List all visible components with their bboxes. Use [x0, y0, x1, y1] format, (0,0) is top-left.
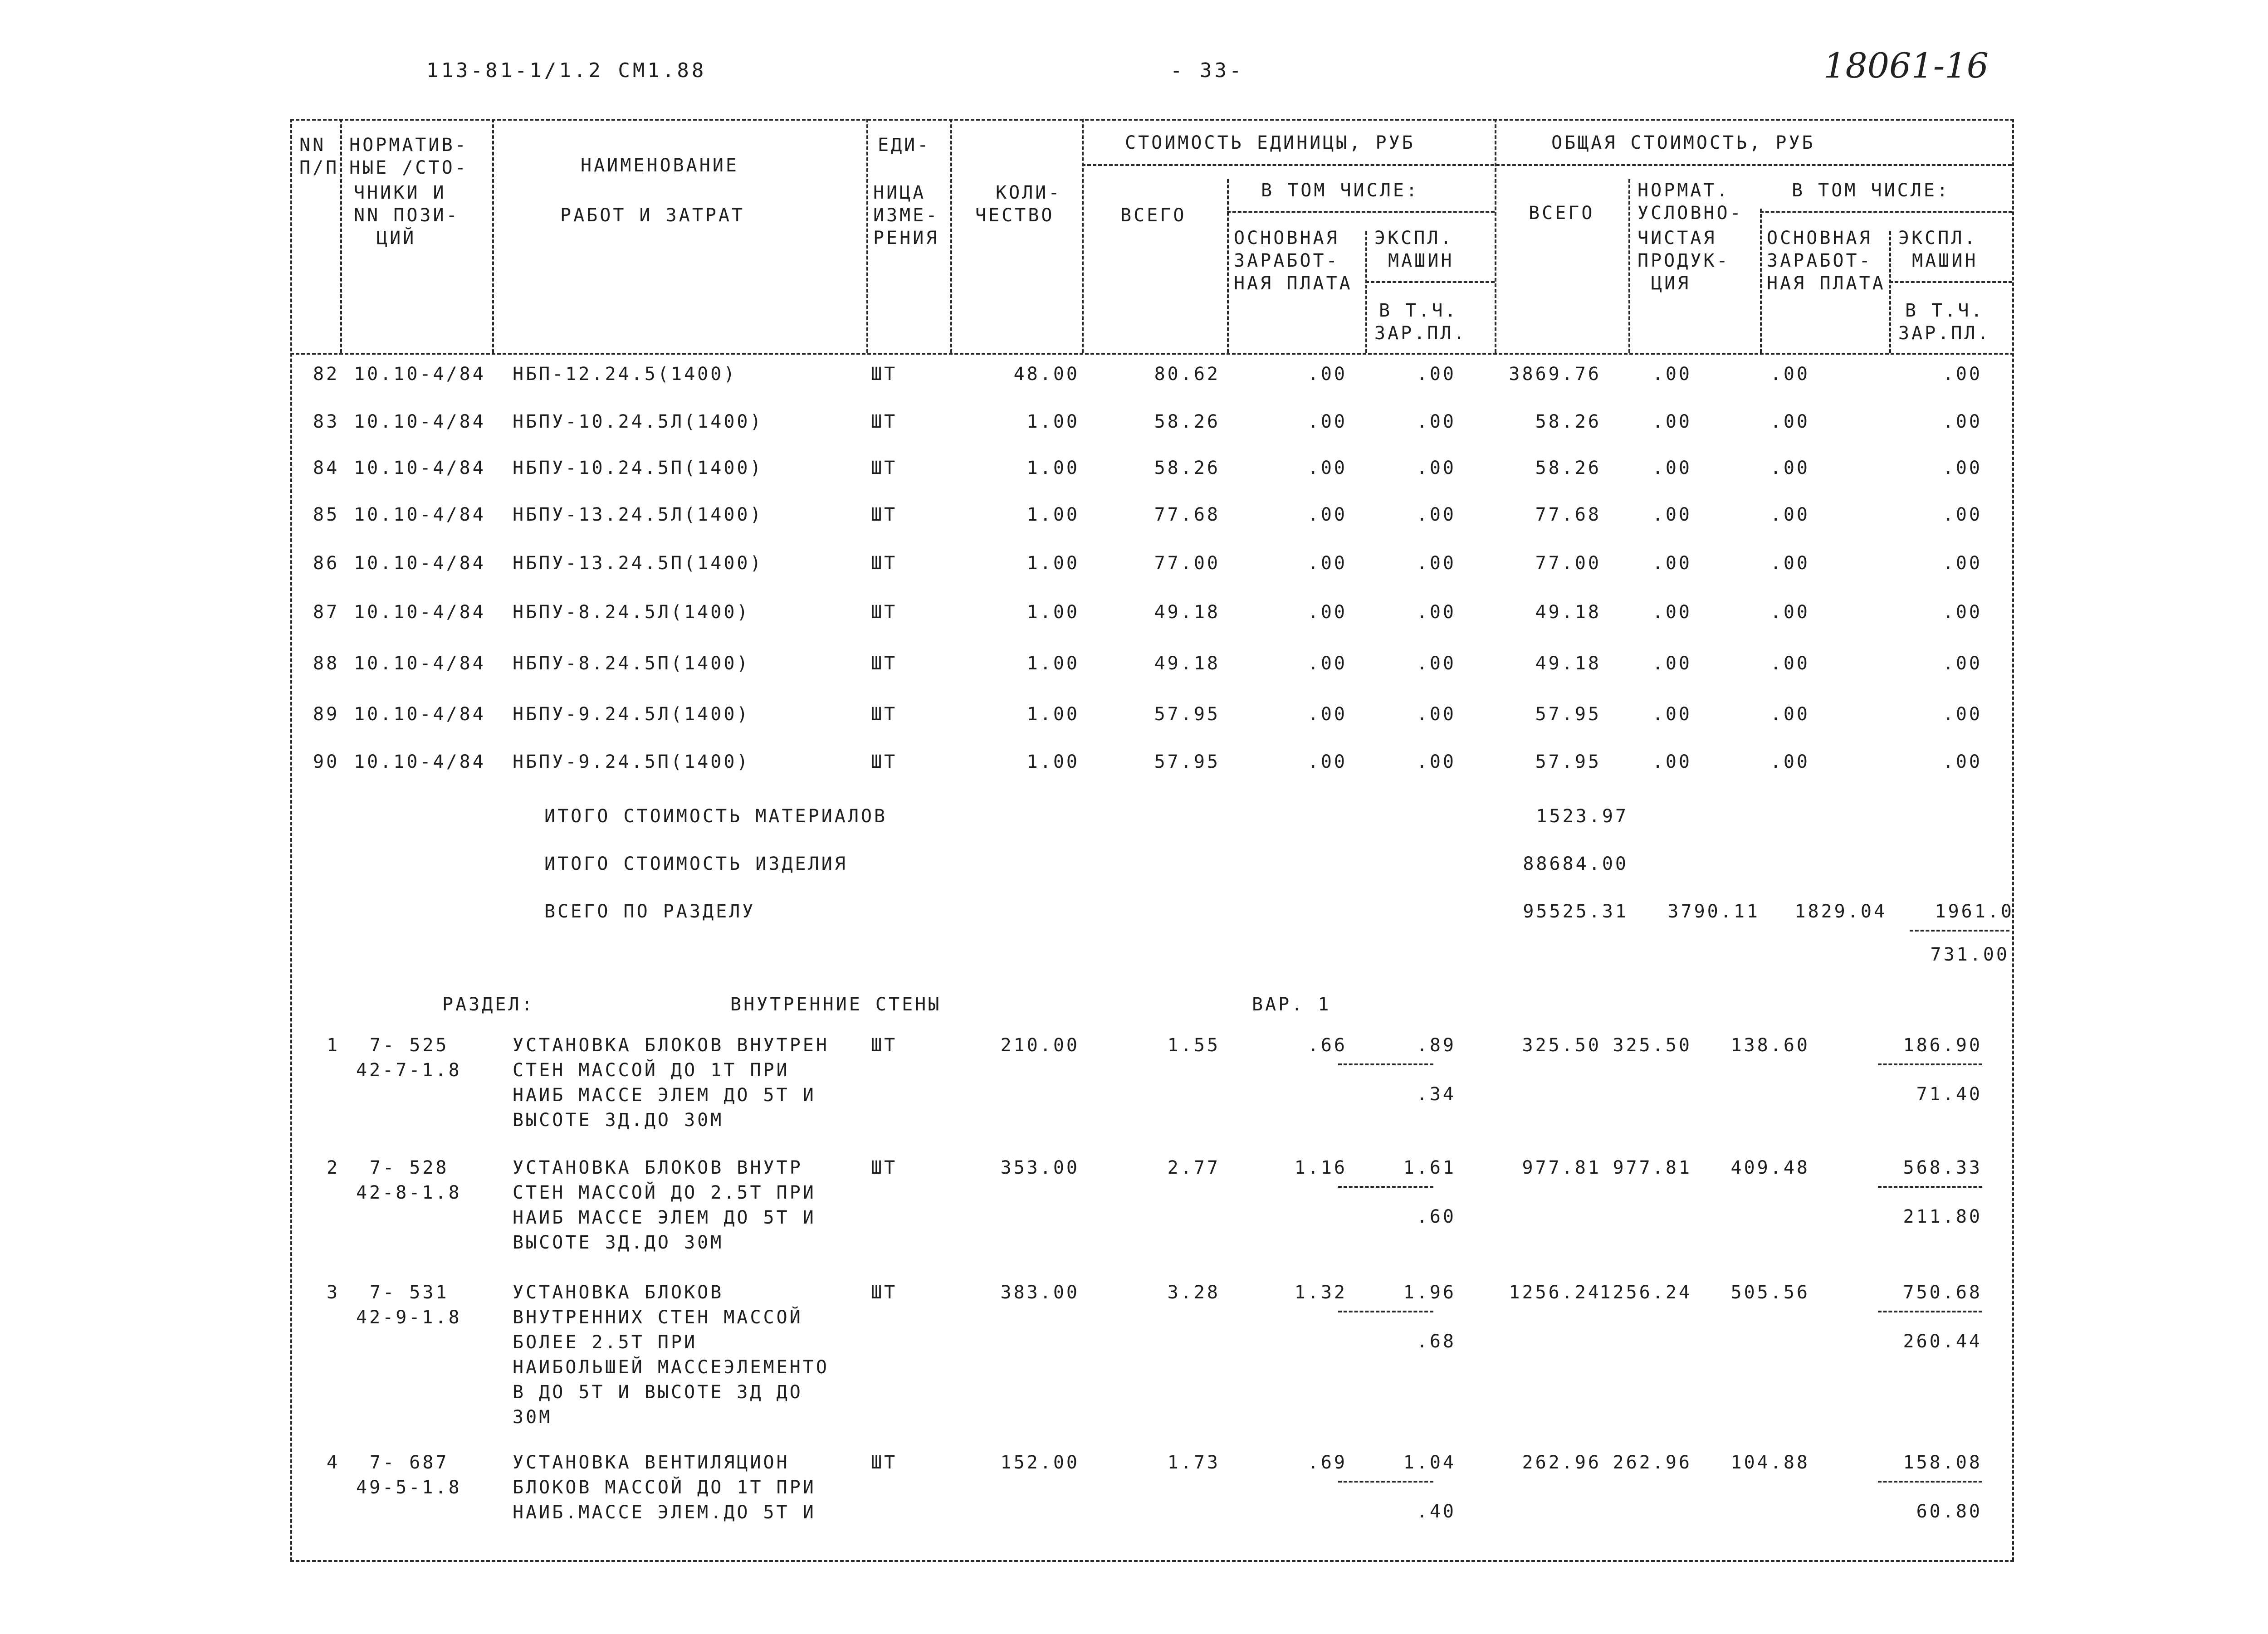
row-name: НБП-12.24.5(1400): [513, 364, 737, 385]
row-name: НБПУ-8.24.5Л(1400): [513, 602, 750, 623]
row-norm-code: 10.10-4/84: [354, 704, 486, 725]
item-total-eksp: 750.68: [1903, 1282, 1982, 1303]
item-unit-cost-vtch: .60: [1416, 1206, 1456, 1227]
row-number: 89: [313, 704, 340, 725]
item-unit-cost-vtch: .34: [1416, 1084, 1456, 1105]
row-unit-cost: 80.62: [1154, 364, 1220, 385]
row-name: НБПУ-13.24.5Л(1400): [513, 504, 763, 525]
item-total-vtch: 260.44: [1903, 1331, 1982, 1352]
header-osn: НАЯ ПЛАТА: [1234, 273, 1353, 294]
item-unit-cost-vtch: .68: [1416, 1331, 1456, 1352]
header-norm: НЫЕ /СТО-: [349, 157, 468, 178]
item-total-osn: 505.56: [1730, 1282, 1810, 1303]
header-osn: ОСНОВНАЯ: [1234, 228, 1339, 249]
col-divider: [1495, 119, 1496, 353]
item-unit-cost: 1.73: [1167, 1452, 1220, 1473]
item-total-vtch: 60.80: [1916, 1501, 1982, 1522]
item-code: 7- 528: [370, 1157, 449, 1178]
item-total-eksp: 186.90: [1903, 1035, 1982, 1056]
row-total-norm: .00: [1652, 364, 1692, 385]
row-unit-cost-osn: .00: [1307, 364, 1347, 385]
col-divider: [1889, 231, 1891, 353]
item-name-line: ВЫСОТЕ ЗД.ДО 30М: [513, 1232, 724, 1253]
header-vtch2: В Т.Ч.: [1905, 300, 1984, 321]
row-total-cost: 58.26: [1535, 458, 1601, 478]
header-vtch: В Т.Ч.: [1379, 300, 1458, 321]
item-unit-cost-osn: 1.32: [1294, 1282, 1347, 1303]
row-norm-code: 10.10-4/84: [354, 364, 486, 385]
item-unit-cost-eksp: 1.96: [1403, 1282, 1456, 1303]
item-name-line: В ДО 5Т И ВЫСОТЕ ЗД ДО: [513, 1382, 803, 1403]
row-unit: ШТ: [871, 411, 898, 432]
item-unit-cost: 1.55: [1167, 1035, 1220, 1056]
header-osn: ЗАРАБОТ-: [1234, 250, 1339, 271]
item-unit: ШТ: [871, 1282, 898, 1303]
item-total-vtch: 211.80: [1903, 1206, 1982, 1227]
item-separator: [1878, 1311, 1982, 1312]
row-unit-cost: 58.26: [1154, 411, 1220, 432]
row-total-norm: .00: [1652, 411, 1692, 432]
total-product-label: ИТОГО СТОИМОСТЬ ИЗДЕЛИЯ: [544, 854, 848, 874]
item-name-line: НАИБ.МАССЕ ЭЛЕМ.ДО 5Т И: [513, 1502, 816, 1523]
item-total-osn: 409.48: [1730, 1157, 1810, 1178]
header-unit-cost: СТОИМОСТЬ ЕДИНИЦЫ, РУБ: [1125, 132, 1415, 153]
item-separator: [1338, 1311, 1433, 1312]
document-code: 113-81-1/1.2 СМ1.88: [426, 59, 707, 82]
row-total-osn: .00: [1770, 364, 1810, 385]
row-total-cost: 49.18: [1535, 653, 1601, 674]
header-qty: ЧЕСТВО: [975, 205, 1055, 226]
item-name-line: ВЫСОТЕ ЗД.ДО 30М: [513, 1110, 724, 1131]
item-name-line: УСТАНОВКА ВЕНТИЛЯЦИОН: [513, 1452, 790, 1473]
header-total-cost: ОБЩАЯ СТОИМОСТЬ, РУБ: [1551, 132, 1815, 153]
row-unit-cost-osn: .00: [1307, 458, 1347, 478]
section-name: ВНУТРЕННИЕ СТЕНЫ: [730, 994, 942, 1015]
item-unit-cost-vtch: .40: [1416, 1501, 1456, 1522]
row-number: 83: [313, 411, 340, 432]
header-bottom-border: [290, 353, 2014, 355]
header-osn2: ОСНОВНАЯ: [1767, 228, 1872, 249]
row-unit: ШТ: [871, 364, 898, 385]
row-total-cost: 58.26: [1535, 411, 1601, 432]
item-code-ref: 42-7-1.8: [356, 1060, 462, 1081]
row-total-cost: 57.95: [1535, 704, 1601, 725]
row-total-cost: 77.00: [1535, 553, 1601, 574]
section-total-osn: 1829.04: [1794, 901, 1887, 922]
item-unit: ШТ: [871, 1452, 898, 1473]
header-osn2: ЗАРАБОТ-: [1767, 250, 1872, 271]
item-quantity: 353.00: [1000, 1157, 1080, 1178]
item-name-line: УСТАНОВКА БЛОКОВ: [513, 1282, 724, 1303]
item-name-line: СТЕН МАССОЙ ДО 1Т ПРИ: [513, 1060, 790, 1081]
row-name: НБПУ-10.24.5Л(1400): [513, 411, 763, 432]
row-unit: ШТ: [871, 751, 898, 772]
header-osn2: НАЯ ПЛАТА: [1767, 273, 1886, 294]
row-number: 90: [313, 751, 340, 772]
item-unit-cost: 3.28: [1167, 1282, 1220, 1303]
item-code-ref: 42-8-1.8: [356, 1182, 462, 1203]
header-line: [1227, 211, 1495, 213]
row-unit-cost: 77.68: [1154, 504, 1220, 525]
row-unit-cost-eksp: .00: [1416, 411, 1456, 432]
row-number: 86: [313, 553, 340, 574]
total-materials-label: ИТОГО СТОИМОСТЬ МАТЕРИАЛОВ: [544, 806, 888, 827]
row-norm-code: 10.10-4/84: [354, 602, 486, 623]
header-line: [1760, 211, 2012, 213]
row-name: НБПУ-9.24.5Л(1400): [513, 704, 750, 725]
row-unit-cost-osn: .00: [1307, 411, 1347, 432]
row-unit-cost-osn: .00: [1307, 602, 1347, 623]
col-divider: [1227, 179, 1229, 353]
item-separator: [1338, 1186, 1433, 1188]
row-norm-code: 10.10-4/84: [354, 653, 486, 674]
row-unit-cost: 49.18: [1154, 602, 1220, 623]
item-unit-cost: 2.77: [1167, 1157, 1220, 1178]
item-unit-cost-osn: .69: [1307, 1452, 1347, 1473]
item-separator: [1878, 1481, 1982, 1483]
row-unit-cost-osn: .00: [1307, 553, 1347, 574]
header-vtch2: ЗАР.ПЛ.: [1898, 323, 1991, 344]
item-total-cost: 977.81: [1522, 1157, 1601, 1178]
header-line: [1889, 281, 2012, 283]
header-qty: КОЛИ-: [996, 182, 1062, 203]
item-unit-cost-osn: .66: [1307, 1035, 1347, 1056]
row-unit-cost: 77.00: [1154, 553, 1220, 574]
item-total-norm: 977.81: [1613, 1157, 1692, 1178]
row-total-norm: .00: [1652, 704, 1692, 725]
row-quantity: 1.00: [1026, 751, 1080, 772]
header-nn: NN: [299, 135, 326, 156]
item-name-line: БОЛЕЕ 2.5Т ПРИ: [513, 1332, 698, 1353]
item-name-line: БЛОКОВ МАССОЙ ДО 1Т ПРИ: [513, 1477, 816, 1498]
row-norm-code: 10.10-4/84: [354, 411, 486, 432]
section-variant: ВАР. 1: [1252, 994, 1331, 1015]
row-unit: ШТ: [871, 504, 898, 525]
row-total-norm: .00: [1652, 751, 1692, 772]
header-norm-usl: ЦИЯ: [1651, 273, 1691, 294]
header-unit: РЕНИЯ: [873, 228, 939, 249]
item-name-line: 30М: [513, 1407, 552, 1428]
row-quantity: 1.00: [1026, 653, 1080, 674]
row-total-norm: .00: [1652, 653, 1692, 674]
item-total-eksp: 568.33: [1903, 1157, 1982, 1178]
row-total-eksp: .00: [1942, 653, 1982, 674]
row-unit-cost: 57.95: [1154, 704, 1220, 725]
item-total-cost: 262.96: [1522, 1452, 1601, 1473]
header-eksp2: МАШИН: [1912, 250, 1978, 271]
handwritten-number: 18061-16: [1823, 45, 1989, 86]
header-norm-usl: НОРМАТ.: [1637, 180, 1730, 201]
col-divider: [1365, 231, 1367, 353]
col-divider: [866, 119, 868, 353]
header-unit: ИЗМЕ-: [873, 205, 939, 226]
row-unit-cost: 58.26: [1154, 458, 1220, 478]
row-unit: ШТ: [871, 458, 898, 478]
row-unit-cost-osn: .00: [1307, 751, 1347, 772]
header-eksp2: ЭКСПЛ.: [1898, 228, 1978, 249]
row-unit-cost-eksp: .00: [1416, 504, 1456, 525]
item-quantity: 383.00: [1000, 1282, 1080, 1303]
row-total-osn: .00: [1770, 504, 1810, 525]
row-total-eksp: .00: [1942, 458, 1982, 478]
item-unit-cost-eksp: 1.04: [1403, 1452, 1456, 1473]
row-total-osn: .00: [1770, 411, 1810, 432]
header-norm: NN ПОЗИ-: [354, 205, 459, 226]
row-total-cost: 57.95: [1535, 751, 1601, 772]
item-name-line: СТЕН МАССОЙ ДО 2.5Т ПРИ: [513, 1182, 816, 1203]
header-unit: ЕДИ-: [878, 135, 931, 156]
header-norm-usl: ПРОДУК-: [1637, 250, 1730, 271]
header-name: НАИМЕНОВАНИЕ: [581, 155, 739, 176]
row-name: НБПУ-10.24.5П(1400): [513, 458, 763, 478]
header-norm: НОРМАТИВ-: [349, 135, 468, 156]
total-product-value: 88684.00: [1523, 854, 1628, 874]
row-total-eksp: .00: [1942, 704, 1982, 725]
row-total-eksp: .00: [1942, 504, 1982, 525]
item-number: 3: [327, 1282, 340, 1303]
row-total-cost: 49.18: [1535, 602, 1601, 623]
page-number: - 33-: [1170, 59, 1244, 82]
row-unit: ШТ: [871, 704, 898, 725]
item-unit-cost-eksp: .89: [1416, 1035, 1456, 1056]
header-pp: П/П: [299, 157, 339, 178]
item-separator: [1878, 1063, 1982, 1065]
row-unit: ШТ: [871, 653, 898, 674]
row-total-eksp: .00: [1942, 553, 1982, 574]
row-norm-code: 10.10-4/84: [354, 504, 486, 525]
row-unit-cost: 49.18: [1154, 653, 1220, 674]
item-total-eksp: 158.08: [1903, 1452, 1982, 1473]
table-top-border: [290, 119, 2014, 121]
table-right-border: [2012, 119, 2014, 1561]
section-total-value: 95525.31: [1523, 901, 1628, 922]
header-vtch: ЗАР.ПЛ.: [1374, 323, 1467, 344]
row-total-osn: .00: [1770, 553, 1810, 574]
section-total-norm: 3790.11: [1667, 901, 1760, 922]
row-name: НБПУ-9.24.5П(1400): [513, 751, 750, 772]
header-name: РАБОТ И ЗАТРАТ: [560, 205, 745, 226]
item-code: 7- 531: [370, 1282, 449, 1303]
header-line: [1365, 281, 1495, 283]
row-unit-cost-eksp: .00: [1416, 704, 1456, 725]
section-label: РАЗДЕЛ:: [442, 994, 535, 1015]
row-total-eksp: .00: [1942, 602, 1982, 623]
col-divider: [950, 119, 952, 353]
row-total-eksp: .00: [1942, 364, 1982, 385]
item-name-line: НАИБОЛЬШЕЙ МАССЕЭЛЕМЕНТО: [513, 1357, 829, 1378]
row-quantity: 1.00: [1026, 602, 1080, 623]
row-number: 87: [313, 602, 340, 623]
item-total-vtch: 71.40: [1916, 1084, 1982, 1105]
row-number: 84: [313, 458, 340, 478]
row-unit-cost-eksp: .00: [1416, 458, 1456, 478]
header-vsego: ВСЕГО: [1120, 205, 1187, 226]
row-total-norm: .00: [1652, 602, 1692, 623]
item-unit: ШТ: [871, 1157, 898, 1178]
header-eksp: МАШИН: [1388, 250, 1454, 271]
item-separator: [1878, 1186, 1982, 1188]
table-bottom-border: [290, 1560, 2014, 1562]
section-total-vtch: 731.00: [1930, 944, 2009, 965]
total-separator: [1910, 930, 2009, 932]
item-separator: [1338, 1481, 1433, 1483]
row-total-eksp: .00: [1942, 751, 1982, 772]
section-total-label: ВСЕГО ПО РАЗДЕЛУ: [544, 901, 756, 922]
row-name: НБПУ-8.24.5П(1400): [513, 653, 750, 674]
item-total-cost: 1256.24: [1509, 1282, 1601, 1303]
item-total-norm: 1256.24: [1599, 1282, 1692, 1303]
row-total-norm: .00: [1652, 553, 1692, 574]
item-total-norm: 262.96: [1613, 1452, 1692, 1473]
header-norm: ЦИЙ: [376, 228, 416, 249]
row-norm-code: 10.10-4/84: [354, 751, 486, 772]
item-code-ref: 42-9-1.8: [356, 1307, 462, 1328]
row-unit-cost-eksp: .00: [1416, 602, 1456, 623]
item-code-ref: 49-5-1.8: [356, 1477, 462, 1498]
item-number: 4: [327, 1452, 340, 1473]
item-quantity: 152.00: [1000, 1452, 1080, 1473]
row-quantity: 1.00: [1026, 411, 1080, 432]
item-total-norm: 325.50: [1613, 1035, 1692, 1056]
item-number: 1: [327, 1035, 340, 1056]
item-code: 7- 687: [370, 1452, 449, 1473]
col-divider: [1760, 209, 1762, 353]
row-quantity: 1.00: [1026, 553, 1080, 574]
row-norm-code: 10.10-4/84: [354, 553, 486, 574]
item-name-line: НАИБ МАССЕ ЭЛЕМ ДО 5Т И: [513, 1085, 816, 1106]
row-quantity: 48.00: [1013, 364, 1080, 385]
header-v-tom-chisle2: В ТОМ ЧИСЛЕ:: [1792, 180, 1950, 201]
row-total-norm: .00: [1652, 504, 1692, 525]
item-total-osn: 138.60: [1730, 1035, 1810, 1056]
row-unit-cost-eksp: .00: [1416, 653, 1456, 674]
row-unit-cost-osn: .00: [1307, 653, 1347, 674]
row-quantity: 1.00: [1026, 504, 1080, 525]
item-number: 2: [327, 1157, 340, 1178]
row-number: 85: [313, 504, 340, 525]
header-norm-usl: УСЛОВНО-: [1637, 203, 1743, 224]
header-norm-usl: ЧИСТАЯ: [1637, 228, 1717, 249]
table-left-border: [290, 119, 292, 1561]
header-line: [1082, 164, 2012, 166]
row-unit-cost-osn: .00: [1307, 504, 1347, 525]
row-unit-cost: 57.95: [1154, 751, 1220, 772]
col-divider: [340, 119, 342, 353]
row-quantity: 1.00: [1026, 704, 1080, 725]
header-v-tom-chisle: В ТОМ ЧИСЛЕ:: [1261, 180, 1419, 201]
row-total-osn: .00: [1770, 653, 1810, 674]
row-unit: ШТ: [871, 553, 898, 574]
item-code: 7- 525: [370, 1035, 449, 1056]
row-norm-code: 10.10-4/84: [354, 458, 486, 478]
col-divider: [1628, 179, 1630, 353]
row-total-norm: .00: [1652, 458, 1692, 478]
row-unit-cost-eksp: .00: [1416, 751, 1456, 772]
item-name-line: ВНУТРЕННИХ СТЕН МАССОЙ: [513, 1307, 803, 1328]
row-unit-cost-osn: .00: [1307, 704, 1347, 725]
row-total-eksp: .00: [1942, 411, 1982, 432]
total-materials-value: 1523.97: [1536, 806, 1628, 827]
section-total-eksp: 1961.0: [1935, 901, 2014, 922]
row-unit: ШТ: [871, 602, 898, 623]
item-name-line: НАИБ МАССЕ ЭЛЕМ ДО 5Т И: [513, 1207, 816, 1228]
header-norm: ЧНИКИ И: [354, 182, 446, 203]
row-total-osn: .00: [1770, 704, 1810, 725]
item-unit-cost-osn: 1.16: [1294, 1157, 1347, 1178]
item-total-cost: 325.50: [1522, 1035, 1601, 1056]
col-divider: [1082, 119, 1084, 353]
row-total-osn: .00: [1770, 751, 1810, 772]
header-vsego2: ВСЕГО: [1529, 203, 1595, 224]
item-quantity: 210.00: [1000, 1035, 1080, 1056]
col-divider: [492, 119, 494, 353]
row-total-osn: .00: [1770, 602, 1810, 623]
item-unit-cost-eksp: 1.61: [1403, 1157, 1456, 1178]
row-number: 82: [313, 364, 340, 385]
header-eksp: ЭКСПЛ.: [1374, 228, 1454, 249]
row-unit-cost-eksp: .00: [1416, 364, 1456, 385]
item-name-line: УСТАНОВКА БЛОКОВ ВНУТРЕН: [513, 1035, 829, 1056]
item-total-osn: 104.88: [1730, 1452, 1810, 1473]
row-unit-cost-eksp: .00: [1416, 553, 1456, 574]
header-unit: НИЦА: [873, 182, 926, 203]
item-separator: [1338, 1063, 1433, 1065]
row-total-osn: .00: [1770, 458, 1810, 478]
row-number: 88: [313, 653, 340, 674]
row-total-cost: 77.68: [1535, 504, 1601, 525]
row-quantity: 1.00: [1026, 458, 1080, 478]
row-name: НБПУ-13.24.5П(1400): [513, 553, 763, 574]
item-unit: ШТ: [871, 1035, 898, 1056]
row-total-cost: 3869.76: [1509, 364, 1601, 385]
item-name-line: УСТАНОВКА БЛОКОВ ВНУТР: [513, 1157, 803, 1178]
